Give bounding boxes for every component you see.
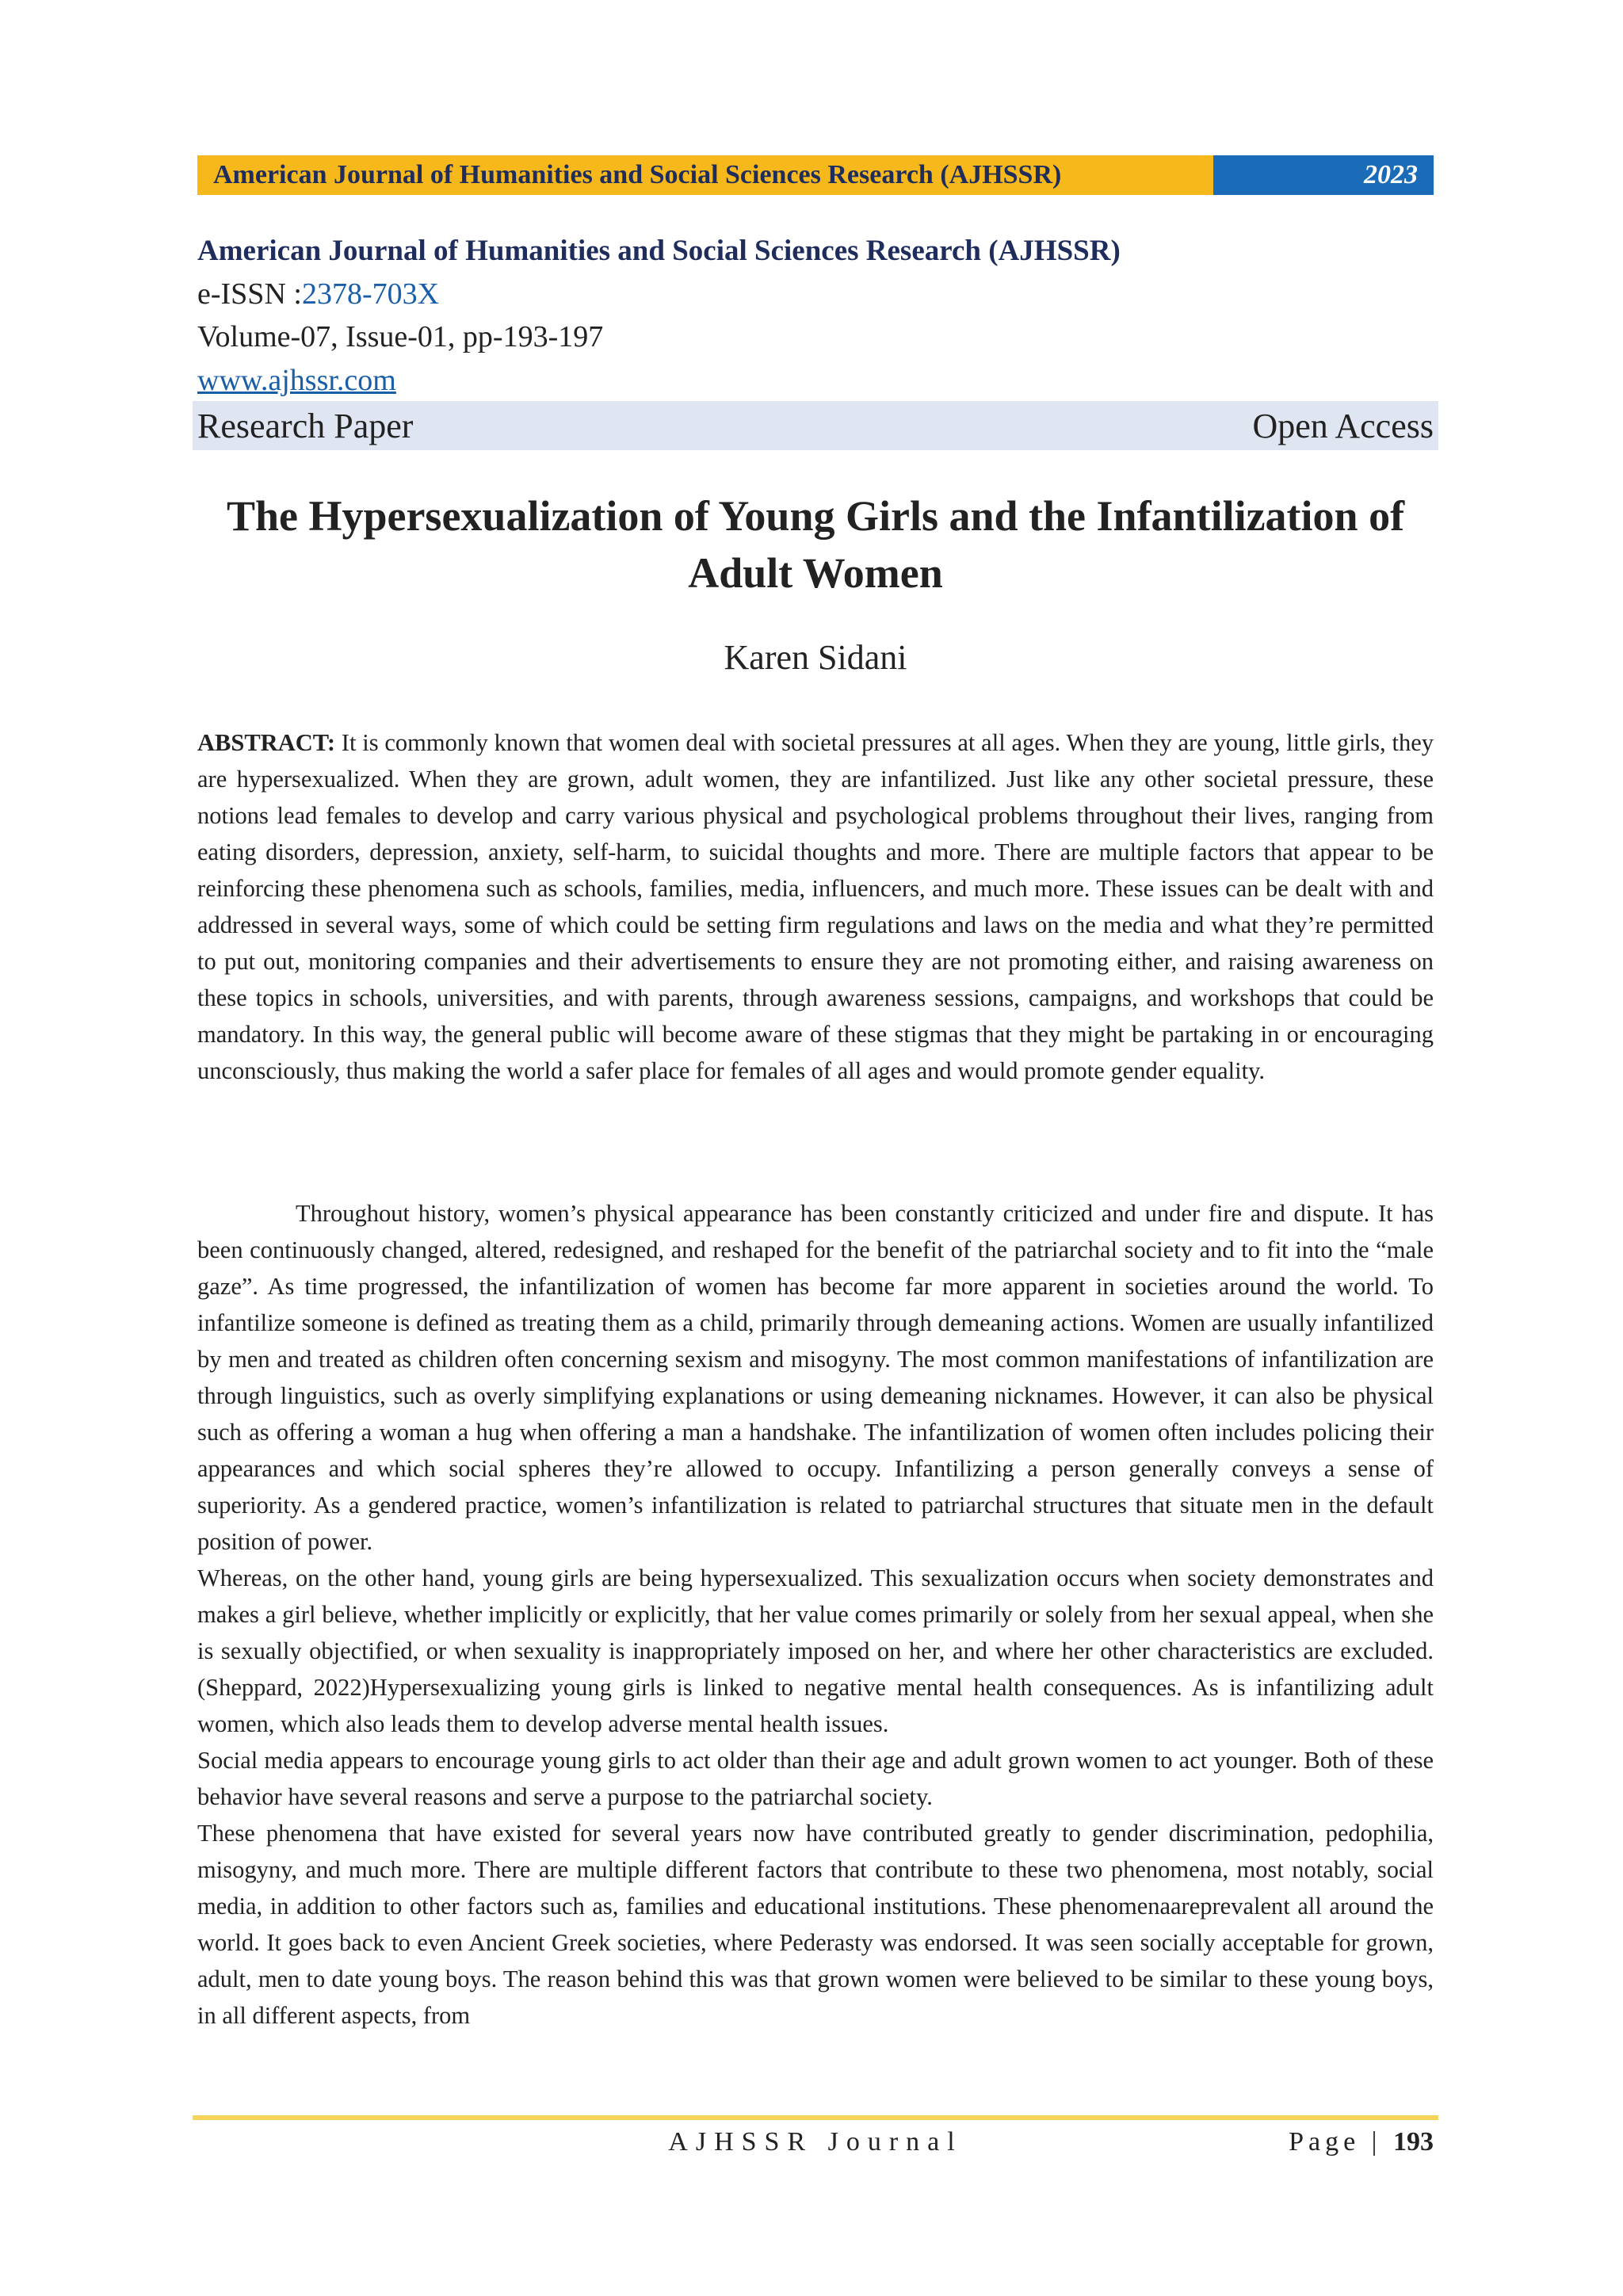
paragraph-3: Social media appears to encourage young girls to act older than their age and adult grown women to act younger. Both of these behavior have several reasons and serve a purpose to the patriarchal society.: [197, 1747, 1434, 1810]
page-number: 193: [1393, 2127, 1434, 2157]
paragraph-2: Whereas, on the other hand, young girls are being hypersexualized. This sexualization occurs when society demonstrates and makes a girl believe, whether implicitly or explicitly, that her value comes primarily or solely from her sexual appeal, when she is sexually objectified, or when sexuality is inappropriately imposed on her, and where her other characteristics are excluded. (Sheppard, 2022)Hypersexualizing young girls is linked to negative mental health consequences. As is infantilizing adult women, which also leads them to develop adverse mental health issues.: [197, 1564, 1434, 1737]
paper-title-line-2: Adult Women: [688, 549, 943, 597]
footer-divider: [193, 2115, 1438, 2120]
paragraph-4: These phenomena that have existed for several years now have contributed greatly to gender discrimination, pedophilia, misogyny, and much more. There are multiple different factors that contribute to these two phenomena, most notably, social media, in addition to other factors such as, families and educational institutions. These phenomenaareprevalent all around the world. It goes back to even Ancient Greek societies, where Pederasty was endorsed. It was seen socially acceptable for grown, adult, men to date young boys. The reason behind this was that grown women were believed to be similar to these young boys, in all different aspects, from: [197, 1820, 1434, 2029]
paragraph-1: Throughout history, women’s physical appearance has been constantly criticized and under fire and dispute. It has been continuously changed, altered, redesigned, and reshaped for the benefit of the patriarchal society and to fit into the “male gaze”. As time progressed, the infantilization of women has become far more apparent in societies around the world. To infantilize someone is defined as treating them as a child, primarily through demeaning actions. Women are usually infantilized by men and treated as children often concerning sexism and misogyny. The most common manifestations of infantilization are through linguistics, such as overly simplifying explanations or using demeaning nicknames. However, it can also be physical such as offering a woman a hug when offering a man a handshake. The infantilization of women often includes policing their appearances and which social spheres they’re allowed to occupy. Infantilizing a person generally conveys a sense of superiority. As a gendered practice, women’s infantilization is related to patriarchal structures that situate men in the default position of power.: [197, 1200, 1434, 1555]
journal-website-link[interactable]: www.ajhssr.com: [197, 364, 396, 397]
page-label: Page |: [1289, 2127, 1382, 2157]
body-text: [197, 1195, 1434, 2034]
issn-label: e-ISSN :: [197, 277, 302, 311]
footer-journal: AJHSSR Journal: [668, 2127, 963, 2157]
issn: [197, 273, 1434, 315]
journal-meta: [197, 230, 1434, 403]
abstract: [197, 724, 1434, 1089]
abstract-label: ABSTRACT:: [197, 729, 335, 756]
article-type: Research Paper: [197, 406, 414, 445]
paper-title: [197, 487, 1434, 602]
header-journal-title: American Journal of Humanities and Social Sciences Research (AJHSSR): [197, 155, 1213, 195]
abstract-text: It is commonly known that women deal with societal pressures at all ages. When they are young, little girls, they are hypersexualized. When they are grown, adult women, they are infantilized. Just like any other societal pressure, these notions lead females to develop and carry various physical and psychological problems throughout their lives, ranging from eating disorders, depression, anxiety, self-harm, to suicidal thoughts and more. There are multiple factors that appear to be reinforcing these phenomena such as schools, families, media, influencers, and much more. These issues can be dealt with and addressed in several ways, some of which could be setting firm regulations and laws on the media and what they’re permitted to put out, monitoring companies and their advertisements to ensure they are not promoting either, and raising awareness on these topics in schools, universities, and with parents, through awareness sessions, campaigns, and workshops that could be mandatory. In this way, the general public will become aware of these stigmas that they might be partaking in or encouraging unconsciously, thus making the world a safer place for females of all ages and would promote gender equality.: [197, 729, 1434, 1084]
header-year: 2023: [1213, 155, 1434, 195]
article-type-bar: [193, 401, 1438, 450]
author-name: Karen Sidani: [724, 638, 907, 677]
issn-value: 2378-703X: [301, 277, 440, 311]
paper-title-line-1: The Hypersexualization of Young Girls and the Infantilization of: [226, 492, 1405, 540]
access-type: Open Access: [1252, 406, 1434, 445]
running-header: [197, 155, 1434, 195]
volume-info: Volume-07, Issue-01, pp-193-197: [197, 320, 604, 353]
page-footer: [197, 2121, 1434, 2160]
footer-page: [1289, 2127, 1434, 2157]
journal-name: American Journal of Humanities and Social Sciences Research (AJHSSR): [197, 235, 1121, 267]
